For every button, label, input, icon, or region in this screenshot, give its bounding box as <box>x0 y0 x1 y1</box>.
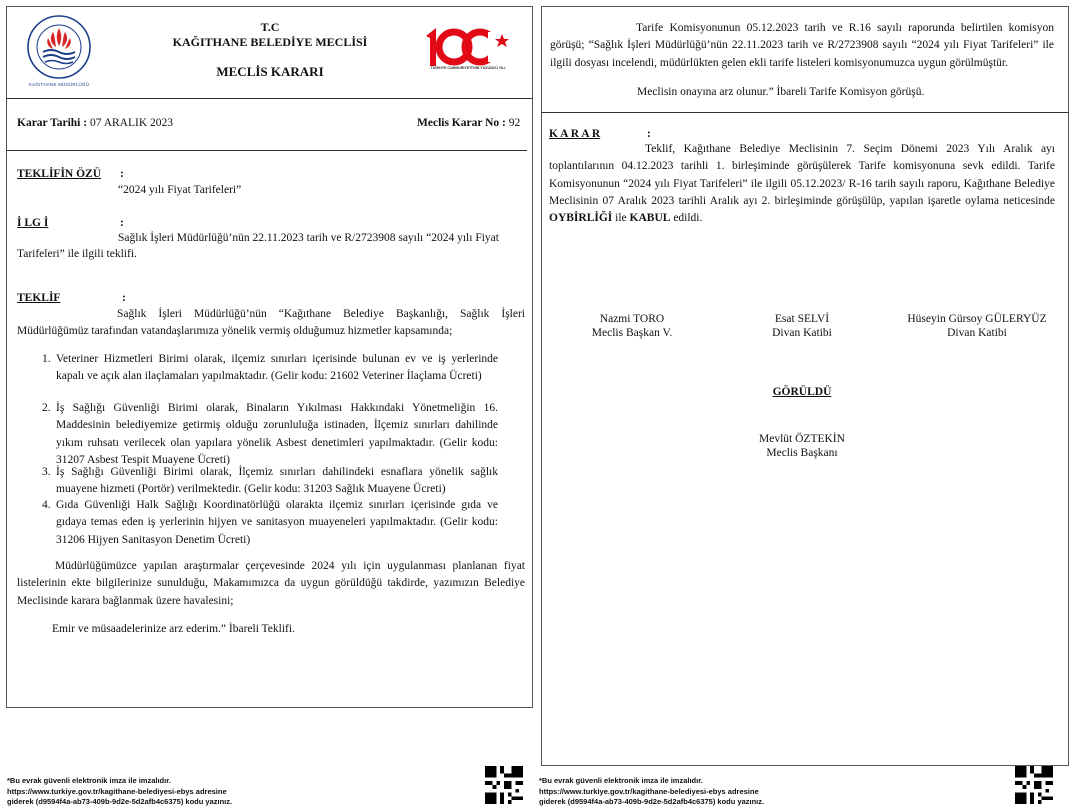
commission-divider <box>541 112 1069 113</box>
qr-code-icon <box>485 766 523 804</box>
logo-caption: KAĞITHANE MÜDÜRLÜĞÜ <box>28 82 90 87</box>
decision-date-value: 07 ARALIK 2023 <box>87 117 174 129</box>
proposal-intro: Sağlık İşleri Müdürlüğü’nün “Kağıthane Belediye Başkanlığı, Sağlık İşleri Müdürlüğümüz tarafından vatandaşlarımıza yönelik vermiş olduğumuz hizmetler kapsamında; <box>17 308 525 338</box>
decision-number <box>417 115 520 132</box>
signature-block-chair <box>557 312 707 340</box>
proposal-sign-off: Emir ve müsaadelerinize arz ederim.” İbareli Teklifi. <box>52 623 295 635</box>
header-divider <box>6 98 533 99</box>
proposal-label: TEKLİF : <box>17 292 126 304</box>
signer-name: Nazmi TORO <box>599 313 665 325</box>
meta-divider <box>6 150 527 151</box>
commission-approval: Meclisin onayına arz olunur.” İbareli Tarife Komisyon görüşü. <box>637 86 925 98</box>
summary-label: TEKLİFİN ÖZÜ : <box>17 168 124 180</box>
proposal-item-2: 2. İş Sağlığı Güvenliği Birimi olarak, Binaların Yıkılması Hakkındaki Yönetmeliğin 16. Maddesinin belediyemize getirmiş olduğu zorunluluğa istinaden, İlçemiz sınırları dahilinde yıkım ruhsatı verilecek olan yapılara yönelik Asbest denetimleri yapılmaktadır. (Gelir kodu: 31207 Asbest Tespit Muayene Ücreti) <box>42 402 498 466</box>
signer-title: Meclis Başkan V. <box>591 327 673 339</box>
summary-text: “2024 yılı Fiyat Tarifeleri” <box>118 184 242 196</box>
signer-name: Hüseyin Gürsoy GÜLERYÜZ <box>907 313 1047 325</box>
proposal-item-3: 3. İş Sağlığı Güvenliği Birimi olarak, İlçemiz sınırları dahilindeki esnaflara yönelik sağlık muayene hizmeti (Portör) verilmektedir. (Gelir kodu: 31203 Sağlık Muayene Ücreti) <box>42 466 498 496</box>
commission-opinion: Tarife Komisyonunun 05.12.2023 tarih ve R.16 sayılı raporunda belirtilen komisyon görüşü; “Sağlık İşleri Müdürlüğü’nün 22.11.2023 tarih ve R/2723908 sayılı “2024 yılı Fiyat Tarifeleri” ile ilgili dosyası incelendi, müdürlükten gelen ekli tarife listeleri komisyonumuzca uygun görülmüştür. <box>550 22 1054 69</box>
signer-title: Meclis Başkanı <box>766 447 838 459</box>
accepted-text: KABUL <box>629 212 671 224</box>
reference-line2: Tarifeleri” ile ilgili teklifi. <box>17 248 137 260</box>
signer-title: Divan Katibi <box>772 327 832 339</box>
seen-label: GÖRÜLDÜ <box>772 386 832 398</box>
decision-date <box>17 115 173 132</box>
signer-name: Esat SELVİ <box>774 313 830 325</box>
signature-block-clerk-2 <box>892 312 1062 340</box>
reference-line1: Sağlık İşleri Müdürlüğü’nün 22.11.2023 tarih ve R/2723908 sayılı “2024 yılı Fiyat <box>118 232 499 244</box>
decision-text: Teklif, Kağıthane Belediye Meclisinin 7. Seçim Dönemi 2023 Yılı Aralık ayı toplantılarının 04.12.2023 tarihli 1. birleşiminde görüşülerek Tarife komisyonuna sevk edildi. Tarife Komisyonunun “2024 yılı Fiyat Tarifeleri” ile ilgili 05.12.2023/ R-16 tarih sayılı raporu, Kağıthane Belediye Meclisinin 07 Aralık 2023 tarihli Aralık ayı 2. birleşiminde görüşülüp, yapılan işaretle oylama neticesinde OYBİRLİĞİ ile KABUL edildi. <box>549 143 1055 224</box>
signer-title: Divan Katibi <box>947 327 1007 339</box>
e-signature-note: *Bu evrak güvenli elektronik imza ile imzalıdır. https://www.turkiye.gov.tr/kagithane-belediyesi-ebys adresine giderek (d9594f4a-ab73-409b-9d2e-5d2afb4c6375) kodu yazınız. <box>7 776 233 806</box>
decision-date-label: Karar Tarihi : <box>17 117 88 129</box>
decision-label: K A R A R : <box>549 128 651 140</box>
header-doc-type: MECLİS KARARI <box>216 64 324 79</box>
document-page-right <box>537 0 1073 808</box>
proposal-closing: Müdürlüğümüzce yapılan araştırmalar çerçevesinde 2024 yılı için uygulanması planlanan fiyat listelerinin ekte bilgilerinize sunulduğu, Makamımızca da uygun görüldüğü takdirde, yazımızın Belediye Meclisinde karara bağlanmak üzere havalesini; <box>17 560 525 607</box>
decision-number-value: 92 <box>505 117 521 129</box>
header-council: KAĞITHANE BELEDİYE MECLİSİ <box>172 35 368 49</box>
proposal-item-1: 1. Veteriner Hizmetleri Birimi olarak, ilçemiz sınırları içerisinde bulunan ev ve iş yerlerinde kapalı ve açık alan ilaçlamaları yapılmaktadır. (Gelir kodu: 21602 Veteriner İlaçlama Ücreti) <box>42 353 498 383</box>
centennial-caption: TÜRKİYE CUMHURİYETİ'NİN YÜZÜNCÜ YILI <box>430 66 506 70</box>
reference-label: İ LG İ : <box>17 217 124 229</box>
decision-number-label: Meclis Karar No : <box>417 117 506 129</box>
e-signature-note: *Bu evrak güvenli elektronik imza ile imzalıdır. https://www.turkiye.gov.tr/kagithane-belediyesi-ebys adresine giderek (d9594f4a-ab73-409b-9d2e-5d2afb4c6375) kodu yazınız. <box>539 776 765 806</box>
municipality-logo-icon <box>26 14 92 80</box>
qr-code-icon <box>1015 766 1053 804</box>
unanimous-text: OYBİRLİĞİ <box>549 212 613 224</box>
signer-name: Mevlüt ÖZTEKİN <box>759 433 845 445</box>
signature-block-clerk-1 <box>727 312 877 340</box>
signature-block-mayor <box>727 432 877 460</box>
header-tc: T.C <box>260 20 280 34</box>
proposal-item-4: 4. Gıda Güvenliği Halk Sağlığı Koordinatörlüğü olarakta ilçemiz sınırları içerisinde gıda ve gıdaya temas eden iş yerlerinin hijyen ve sanitasyon muayeneleri yapılmaktadır. (Gelir kodu: 31206 Hijyen Sanitasyon Denetim Ücreti) <box>42 499 498 546</box>
